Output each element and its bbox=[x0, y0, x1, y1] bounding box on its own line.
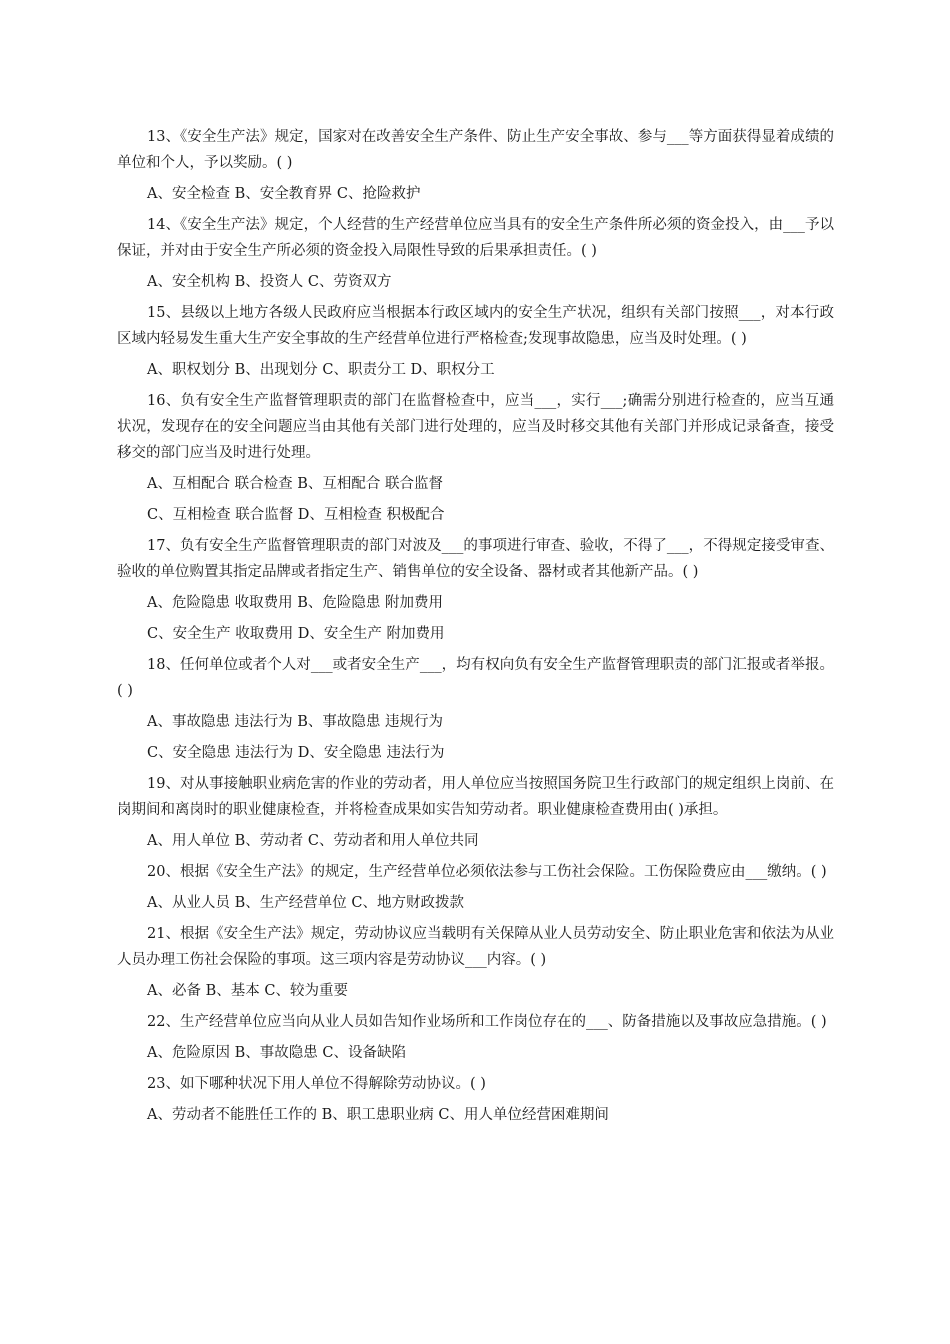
question-20: 20、根据《安全生产法》的规定，生产经营单位必须依法参与工伤社会保险。工伤保险费应由___缴纳。( ) bbox=[147, 864, 827, 880]
options-16-row-2: C、互相检查 联合监督 D、互相检查 积极配合 bbox=[147, 507, 445, 523]
options-18-row-1: A、事故隐患 违法行为 B、事故隐患 违规行为 bbox=[147, 714, 443, 730]
options-20: A、从业人员 B、生产经营单位 C、地方财政拨款 bbox=[147, 895, 464, 911]
options-15: A、职权划分 B、出现划分 C、职责分工 D、职权分工 bbox=[147, 362, 495, 378]
options-18-row-2: C、安全隐患 违法行为 D、安全隐患 违法行为 bbox=[147, 745, 445, 761]
question-22: 22、生产经营单位应当向从业人员如告知作业场所和工作岗位存在的___、防备措施以及事故应急措施。( ) bbox=[147, 1014, 827, 1030]
question-21: 21、根据《安全生产法》规定，劳动协议应当载明有关保障从业人员劳动安全、防止职业危害和依法为从业人员办理工伤社会保险的事项。这三项内容是劳动协议___内容。( ) bbox=[117, 926, 834, 968]
question-list bbox=[117, 124, 834, 1133]
question-19: 19、对从事接触职业病危害的作业的劳动者，用人单位应当按照国务院卫生行政部门的规定组织上岗前、在岗期间和离岗时的职业健康检查，并将检查成果如实告知劳动者。职业健康检查费用由( )承担。 bbox=[117, 776, 834, 818]
question-13: 13、《安全生产法》规定，国家对在改善安全生产条件、防止生产安全事故、参与___等方面获得显着成绩的单位和个人，予以奖励。( ) bbox=[117, 129, 834, 171]
question-16: 16、负有安全生产监督管理职责的部门在监督检查中，应当___，实行___;确需分别进行检查的，应当互通状况，发现存在的安全问题应当由其他有关部门进行处理的，应当及时移交其他有关部门并形成记录备查，接受移交的部门应当及时进行处理。 bbox=[117, 393, 834, 461]
options-16-row-1: A、互相配合 联合检查 B、互相配合 联合监督 bbox=[147, 476, 443, 492]
question-23: 23、如下哪种状况下用人单位不得解除劳动协议。( ) bbox=[147, 1076, 486, 1092]
options-13: A、安全检查 B、安全教育界 C、抢险救护 bbox=[147, 186, 421, 202]
options-22: A、危险原因 B、事故隐患 C、设备缺陷 bbox=[147, 1045, 406, 1061]
options-19: A、用人单位 B、劳动者 C、劳动者和用人单位共同 bbox=[147, 833, 479, 849]
options-23: A、劳动者不能胜任工作的 B、职工患职业病 C、用人单位经营困难期间 bbox=[147, 1107, 609, 1123]
options-21: A、必备 B、基本 C、较为重要 bbox=[147, 983, 348, 999]
options-17-row-1: A、危险隐患 收取费用 B、危险隐患 附加费用 bbox=[147, 595, 443, 611]
options-14: A、安全机构 B、投资人 C、劳资双方 bbox=[147, 274, 392, 290]
question-15: 15、县级以上地方各级人民政府应当根据本行政区域内的安全生产状况，组织有关部门按照___，对本行政区域内轻易发生重大生产安全事故的生产经营单位进行严格检查;发现事故隐患，应当及时处理。( ) bbox=[117, 305, 834, 347]
question-14: 14、《安全生产法》规定，个人经营的生产经营单位应当具有的安全生产条件所必须的资金投入，由___予以保证，并对由于安全生产所必须的资金投入局限性导致的后果承担责任。( ) bbox=[117, 217, 834, 259]
question-18: 18、任何单位或者个人对___或者安全生产___，均有权向负有安全生产监督管理职责的部门汇报或者举报。( ) bbox=[117, 657, 834, 699]
options-17-row-2: C、安全生产 收取费用 D、安全生产 附加费用 bbox=[147, 626, 445, 642]
question-17: 17、负有安全生产监督管理职责的部门对波及___的事项进行审查、验收，不得了___，不得规定接受审查、验收的单位购置其指定品牌或者指定生产、销售单位的安全设备、器材或者其他新产品。( ) bbox=[117, 538, 834, 580]
